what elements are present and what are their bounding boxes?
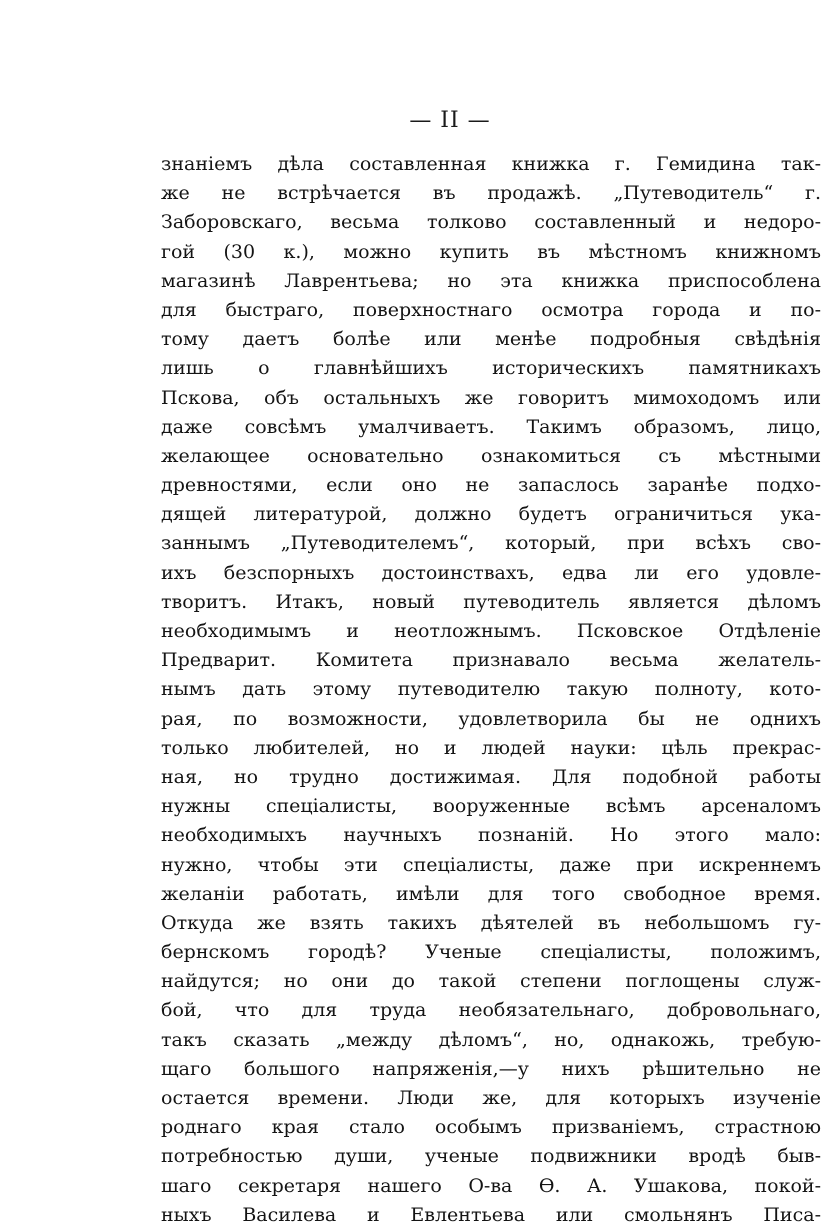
text-line: заннымъ „Путеводителемъ“, который, при всѣхъ сво- — [161, 532, 821, 555]
text-line: желающее основательно ознакомиться съ мѣстными — [161, 444, 821, 467]
page-number: — II — — [409, 108, 491, 133]
text-line: даже совсѣмъ умалчиваетъ. Такимъ образомъ, лицо, — [161, 415, 821, 438]
text-line: шаго секретаря нашего О-ва Ѳ. А. Ушакова, покой- — [161, 1174, 821, 1197]
text-line: роднаго края стало особымъ призваніемъ, страстною — [161, 1116, 821, 1139]
text-line: ныхъ Василева и Евлентьева или смольнянъ Писа- — [161, 1203, 821, 1226]
text-line: для быстраго, поверхностнаго осмотра города и по- — [161, 298, 821, 321]
text-line: творитъ. Итакъ, новый путеводитель является дѣломъ — [161, 590, 821, 613]
body-text — [161, 150, 821, 1230]
text-line: остается времени. Люди же, для которыхъ изученіе — [161, 1087, 821, 1109]
text-line: Заборовскаго, весьма толково составленный и недоро- — [161, 211, 821, 234]
text-line: ихъ безспорныхъ достоинствахъ, едва ли его удовле- — [161, 561, 821, 584]
text-line: Предварит. Комитета признавало весьма желатель- — [161, 649, 821, 672]
text-line: необходимымъ и неотложнымъ. Псковское Отдѣленіе — [161, 620, 821, 642]
text-line: только любителей, но и людей науки: цѣль прекрас- — [161, 736, 821, 759]
text-line: потребностью души, ученые подвижники вродѣ быв- — [161, 1145, 821, 1168]
text-line: магазинѣ Лаврентьева; но эта книжка приспособлена — [161, 269, 821, 292]
text-line: такъ сказать „между дѣломъ“, но, однакожь, требую- — [161, 1028, 821, 1051]
text-line: гой (30 к.), можно купить въ мѣстномъ книжномъ — [161, 240, 821, 263]
text-line: Откуда же взять такихъ дѣятелей въ небольшомъ гу- — [161, 911, 821, 934]
text-line: Пскова, объ остальныхъ же говоритъ мимоходомъ или — [161, 386, 821, 409]
text-line: необходимыхъ научныхъ познаній. Но этого мало: — [161, 824, 821, 847]
text-line: нужны спеціалисты, вооруженные всѣмъ арсеналомъ — [161, 795, 821, 818]
text-line: найдутся; но они до такой степени поглощены служ- — [161, 970, 821, 993]
text-line: желаніи работать, имѣли для того свободное время. — [161, 882, 821, 905]
text-line: нужно, чтобы эти спеціалисты, даже при искреннемъ — [161, 853, 821, 876]
text-line: тому даетъ болѣе или менѣе подробныя свѣдѣнія — [161, 328, 821, 351]
text-line: бой, что для труда необязательнаго, добровольнаго, — [161, 999, 821, 1022]
text-line: дящей литературой, должно будетъ ограничиться ука- — [161, 503, 821, 526]
text-line: бернскомъ городѣ? Ученые спеціалисты, положимъ, — [161, 941, 821, 964]
text-line: рая, по возможности, удовлетворила бы не однихъ — [161, 707, 821, 730]
text-line: ная, но трудно достижимая. Для подобной работы — [161, 765, 821, 788]
text-line: же не встрѣчается въ продажѣ. „Путеводитель“ г. — [161, 182, 821, 205]
text-line: щаго большого напряженія,—у нихъ рѣшительно не — [161, 1057, 821, 1080]
text-line: лишь о главнѣйшихъ историческихъ памятникахъ — [161, 357, 821, 380]
text-line: знаніемъ дѣла составленная книжка г. Гемидина так- — [161, 153, 821, 175]
text-line: древностями, если оно не запаслось заранѣе подхо- — [161, 474, 821, 497]
text-line: нымъ дать этому путеводителю такую полноту, кото- — [161, 678, 821, 701]
